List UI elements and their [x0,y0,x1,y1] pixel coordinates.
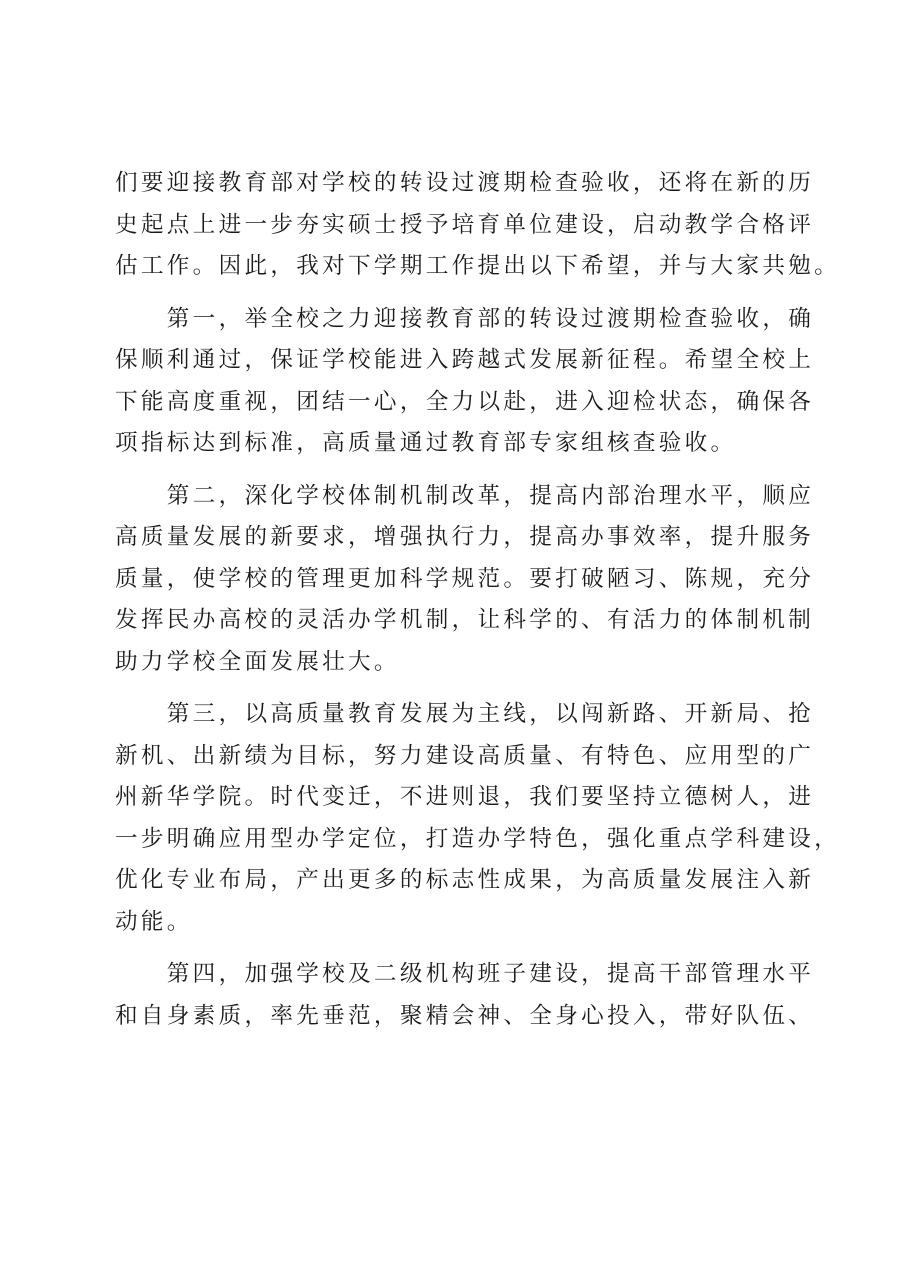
paragraph-5 [115,954,815,1037]
text-line: 助力学校全面发展壮大。 [115,648,400,675]
text-line: 动能。 [115,908,193,935]
text-line: 高质量发展的新要求，增强执行力，提高办事效率，提升服务 [115,524,815,550]
paragraph-4 [115,694,841,943]
text-line: 们要迎接教育部对学校的转设过渡期检查验收，还将在新的历 [115,170,815,196]
text-line: 发挥民办高校的灵活办学机制，让科学的、有活力的体制机制 [115,607,815,633]
text-line: 第一，举全校之力迎接教育部的转设过渡期检查验收，确 [115,305,815,332]
text-line: 史起点上进一步夯实硕士授予培育单位建设，启动教学合格评 [115,211,815,238]
text-line: 新机、出新绩为目标，努力建设高质量、有特色、应用型的广 [115,742,815,769]
text-line: 估工作。因此，我对下学期工作提出以下希望，并与大家共勉。 [115,253,841,279]
paragraph-1 [115,163,841,288]
text-line: 一步明确应用型办学定位，打造办学特色，强化重点学科建设， [115,825,841,852]
text-line: 保顺利通过，保证学校能进入跨越式发展新征程。希望全校上 [115,347,815,373]
text-line: 第三，以高质量教育发展为主线，以闯新路、开新局、抢 [115,701,815,727]
text-line: 州新华学院。时代变迁，不进则退，我们要坚持立德树人，进 [115,784,815,810]
paragraph-3 [115,476,815,684]
text-line: 和自身素质，率先垂范，聚精会神、全身心投入，带好队伍、 [115,1002,815,1029]
paragraph-2 [115,299,815,465]
text-line: 第四，加强学校及二级机构班子建设，提高干部管理水平 [115,961,815,987]
text-line: 优化专业布局，产出更多的标志性成果，为高质量发展注入新 [115,867,815,893]
text-line: 项指标达到标准，高质量通过教育部专家组核查验收。 [115,430,737,456]
document-body [115,163,841,1037]
text-line: 第二，深化学校体制机制改革，提高内部治理水平，顺应 [115,482,815,509]
text-line: 下能高度重视，团结一心，全力以赴，进入迎检状态，确保各 [115,388,815,415]
text-line: 质量，使学校的管理更加科学规范。要打破陋习、陈规，充分 [115,565,815,592]
